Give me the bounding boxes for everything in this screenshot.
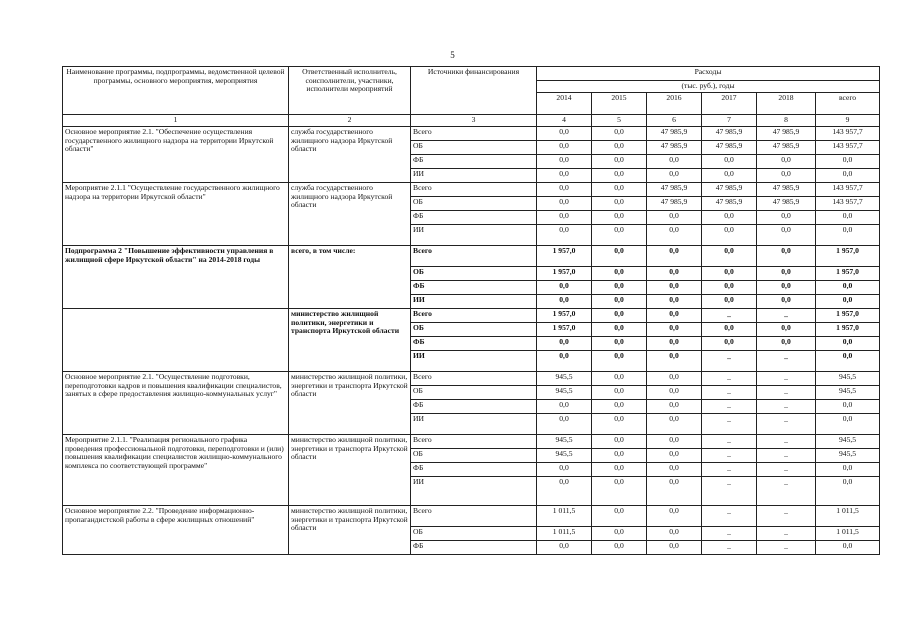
table-row [63,246,880,267]
program-name: Основное мероприятие 2.2. "Проведение информационно-пропагандистской работы в сфере жилищных отношений" [63,506,289,555]
expense-value: 47 985,9 [757,141,816,155]
expense-value: 0,0 [537,211,592,225]
expense-value: 0,0 [537,295,592,309]
expense-value: 0,0 [757,337,816,351]
table-row [63,183,880,197]
expense-value: 945,5 [816,386,880,400]
expense-value: 945,5 [816,449,880,463]
expense-value: 0,0 [757,155,816,169]
expense-value: 0,0 [537,337,592,351]
expense-value: 0,0 [537,127,592,141]
header-source: Источники финансирования [411,67,537,115]
expense-value: 945,5 [537,435,592,449]
program-name: Основное мероприятие 2.1. "Осуществление подготовки, переподготовки кадров и повышения квалификации специалистов, занятых в сфере предоставления жилищно-коммунальных услуг" [63,372,289,435]
table-row [63,435,880,449]
expense-value: 47 985,9 [757,127,816,141]
expense-value: 0,0 [592,323,647,337]
expense-value: 0,0 [592,197,647,211]
expense-value: 0,0 [702,295,757,309]
column-number: 9 [816,115,880,127]
executor-name: министерство жилищной политики, энергетики и транспорта Иркутской области [289,506,411,555]
expense-value: 0,0 [647,211,702,225]
funding-source: ИИ [411,414,537,435]
funding-source: Всего [411,183,537,197]
expense-value: 945,5 [816,372,880,386]
expense-value: 0,0 [592,527,647,541]
table-row [63,127,880,141]
expense-value: 0,0 [647,477,702,506]
table-row [63,372,880,386]
header-year: 2014 [537,93,592,115]
expense-value: 1 957,0 [537,267,592,281]
funding-source: Всего [411,127,537,141]
executor-name: министерство жилищной политики, энергетики и транспорта Иркутской области [289,435,411,506]
expense-value: 0,0 [592,211,647,225]
expense-value: 1 957,0 [537,323,592,337]
executor-name: министерство жилищной политики, энергетики и транспорта Иркутской области [289,309,411,372]
expense-value: _ [757,541,816,555]
expense-value: _ [702,400,757,414]
expense-value: 0,0 [537,477,592,506]
expense-value: 47 985,9 [702,141,757,155]
expense-value: _ [757,506,816,527]
expense-value: _ [757,309,816,323]
expense-value: 0,0 [537,197,592,211]
expense-value: 0,0 [647,414,702,435]
expense-value: 0,0 [816,541,880,555]
expense-value: 0,0 [592,155,647,169]
expense-value: 945,5 [537,386,592,400]
expense-value: 0,0 [702,155,757,169]
expense-value: _ [702,477,757,506]
expense-value: 0,0 [592,225,647,246]
expense-value: 0,0 [592,351,647,372]
expense-value: 0,0 [537,463,592,477]
expense-value: _ [757,527,816,541]
executor-name: всего, в том числе: [289,246,411,309]
expense-value: 0,0 [537,541,592,555]
executor-name: служба государственного жилищного надзора Иркутской области [289,183,411,246]
expense-value: 1 957,0 [816,309,880,323]
expense-value: 47 985,9 [647,127,702,141]
expense-value: 143 957,7 [816,183,880,197]
funding-source: Всего [411,506,537,527]
expense-value: 945,5 [537,372,592,386]
column-number: 4 [537,115,592,127]
header-year: 2015 [592,93,647,115]
header-executor: Ответственный исполнитель, соисполнители, участники, исполнители мероприятий [289,67,411,115]
expense-value: 0,0 [592,309,647,323]
expense-value: _ [702,527,757,541]
program-name: Мероприятие 2.1.1 "Осуществление государственного жилищного надзора на территории Иркутской области" [63,183,289,246]
expense-value: 143 957,7 [816,141,880,155]
expense-value: 0,0 [592,414,647,435]
expense-value: 1 957,0 [816,267,880,281]
expense-value: _ [702,351,757,372]
funding-source: ФБ [411,400,537,414]
header-year: 2017 [702,93,757,115]
expense-value: 47 985,9 [647,141,702,155]
expense-value: 0,0 [592,435,647,449]
expense-value: 0,0 [592,477,647,506]
expense-value: 0,0 [757,169,816,183]
expense-value: 47 985,9 [757,197,816,211]
expense-value: _ [757,351,816,372]
column-number: 2 [289,115,411,127]
header-year: 2016 [647,93,702,115]
expense-value: 0,0 [816,463,880,477]
expense-value: 0,0 [592,506,647,527]
expense-value: _ [757,386,816,400]
column-number: 3 [411,115,537,127]
expense-value: 0,0 [647,351,702,372]
funding-source: ФБ [411,541,537,555]
expense-value: 143 957,7 [816,197,880,211]
funding-source: ФБ [411,211,537,225]
expense-value: 0,0 [702,169,757,183]
expense-value: 47 985,9 [647,197,702,211]
expense-value: 0,0 [647,400,702,414]
expense-value: 0,0 [592,141,647,155]
expense-value: 0,0 [592,463,647,477]
header-year: всего [816,93,880,115]
expense-value: 0,0 [757,246,816,267]
expense-value: 0,0 [647,225,702,246]
expense-value: 0,0 [537,169,592,183]
expense-value: _ [757,414,816,435]
expense-value: 0,0 [647,372,702,386]
expense-value: 0,0 [757,225,816,246]
expense-value: 1 011,5 [537,527,592,541]
expense-value: 0,0 [647,435,702,449]
expense-value: 0,0 [702,337,757,351]
expense-value: 0,0 [647,309,702,323]
expense-value: 0,0 [592,169,647,183]
expense-value: 0,0 [537,155,592,169]
expense-value: 0,0 [537,351,592,372]
expense-value: 0,0 [702,225,757,246]
expense-value: 0,0 [816,295,880,309]
expense-value: 0,0 [816,211,880,225]
expense-value: _ [757,477,816,506]
expense-value: 1 957,0 [816,246,880,267]
expense-value: 0,0 [592,386,647,400]
funding-source: ОБ [411,197,537,211]
expense-value: 0,0 [702,246,757,267]
expense-value: 0,0 [816,225,880,246]
funding-source: ОБ [411,267,537,281]
expense-value: 0,0 [647,449,702,463]
funding-source: ИИ [411,225,537,246]
funding-source: ОБ [411,323,537,337]
program-name: Основное мероприятие 2.1. "Обеспечение осуществления государственного жилищного надзора на территории Иркутской области" [63,127,289,183]
funding-source: ФБ [411,155,537,169]
expense-value: _ [757,449,816,463]
expense-value: 0,0 [592,267,647,281]
expense-value: 0,0 [816,414,880,435]
expense-value: 0,0 [537,183,592,197]
expense-value: 0,0 [537,281,592,295]
funding-source: Всего [411,309,537,323]
expense-value: _ [757,372,816,386]
expense-value: 0,0 [647,337,702,351]
expense-value: 0,0 [537,414,592,435]
expense-value: 1 957,0 [537,309,592,323]
column-number: 6 [647,115,702,127]
funding-source: ОБ [411,141,537,155]
expense-value: 0,0 [816,477,880,506]
expense-value: 945,5 [537,449,592,463]
funding-source: ФБ [411,337,537,351]
expense-value: 0,0 [537,225,592,246]
expense-value: _ [702,386,757,400]
program-name [63,309,289,372]
funding-source: ОБ [411,386,537,400]
expense-value: 0,0 [647,386,702,400]
executor-name: служба государственного жилищного надзора Иркутской области [289,127,411,183]
expense-value: 0,0 [647,246,702,267]
expense-value: 0,0 [592,183,647,197]
funding-source: ФБ [411,463,537,477]
expense-value: 0,0 [537,141,592,155]
expense-value: 0,0 [592,295,647,309]
expense-value: 47 985,9 [647,183,702,197]
expense-value: 0,0 [592,372,647,386]
expense-value: 0,0 [702,267,757,281]
expense-value: 0,0 [647,323,702,337]
expense-value: 0,0 [592,127,647,141]
expense-value: 0,0 [757,323,816,337]
expense-value: 0,0 [816,351,880,372]
funding-source: ОБ [411,527,537,541]
expense-value: 0,0 [816,155,880,169]
expense-value: _ [702,463,757,477]
expense-value: _ [757,400,816,414]
funding-source: ИИ [411,295,537,309]
header-year: 2018 [757,93,816,115]
expense-value: _ [702,435,757,449]
expense-value: _ [702,541,757,555]
funding-source: Всего [411,246,537,267]
expense-value: 0,0 [592,337,647,351]
funding-source: ФБ [411,281,537,295]
header-unit: (тыс. руб.), годы [537,81,880,93]
expense-value: 47 985,9 [702,127,757,141]
table-row [63,506,880,527]
funding-source: Всего [411,435,537,449]
column-number: 7 [702,115,757,127]
expense-value: 0,0 [816,281,880,295]
expense-value: 47 985,9 [757,183,816,197]
expense-value: 0,0 [816,337,880,351]
program-name: Подпрограмма 2 "Повышение эффективности управления в жилищной сфере Иркутской области" на 2014-2018 годы [63,246,289,309]
column-number: 1 [63,115,289,127]
expense-value: 0,0 [757,281,816,295]
expense-value: 0,0 [647,541,702,555]
expense-value: 1 957,0 [537,246,592,267]
funding-source: ИИ [411,169,537,183]
table-row [63,309,880,323]
funding-source: ОБ [411,449,537,463]
funding-source: ИИ [411,351,537,372]
expense-value: _ [757,463,816,477]
expense-value: 0,0 [647,281,702,295]
column-number: 5 [592,115,647,127]
expense-value: 0,0 [592,246,647,267]
expense-value: 0,0 [816,169,880,183]
expense-value: 0,0 [757,295,816,309]
expense-value: _ [702,414,757,435]
expense-value: 0,0 [757,211,816,225]
expense-value: 0,0 [537,400,592,414]
expense-value: 1 011,5 [537,506,592,527]
expense-value: 1 011,5 [816,506,880,527]
expense-value: 47 985,9 [702,183,757,197]
program-name: Мероприятие 2.1.1. "Реализация регионального графика проведения профессиональной подготовки, переподготовки и (или) повышения квалификации специалистов жилищно-коммунального комплекса по соответствующей программе" [63,435,289,506]
expense-value: _ [702,309,757,323]
expense-value: 0,0 [647,169,702,183]
expense-value: _ [702,449,757,463]
funding-source: ИИ [411,477,537,506]
expense-value: 0,0 [702,281,757,295]
page-number: 5 [450,50,455,60]
expense-value: 0,0 [647,527,702,541]
funding-source: Всего [411,372,537,386]
expense-value: 0,0 [816,400,880,414]
expense-value: _ [702,372,757,386]
expense-value: _ [757,435,816,449]
expense-value: 0,0 [647,506,702,527]
expense-value: _ [702,506,757,527]
expense-value: 0,0 [647,463,702,477]
expense-value: 1 957,0 [816,323,880,337]
expense-value: 0,0 [592,541,647,555]
expense-value: 0,0 [702,323,757,337]
expense-value: 0,0 [592,449,647,463]
expense-value: 143 957,7 [816,127,880,141]
expense-value: 0,0 [592,400,647,414]
expense-value: 0,0 [647,295,702,309]
header-name: Наименование программы, подпрограммы, ведомственной целевой программы, основного мероприятия, мероприятия [63,67,289,115]
executor-name: министерство жилищной политики, энергетики и транспорта Иркутской области [289,372,411,435]
header-expenses: Расходы [537,67,880,81]
expense-value: 0,0 [702,211,757,225]
expense-value: 945,5 [816,435,880,449]
column-number: 8 [757,115,816,127]
expense-value: 1 011,5 [816,527,880,541]
expense-value: 0,0 [592,281,647,295]
expense-value: 0,0 [757,267,816,281]
expense-value: 0,0 [647,155,702,169]
expense-value: 0,0 [647,267,702,281]
budget-table [62,66,880,555]
expense-value: 47 985,9 [702,197,757,211]
